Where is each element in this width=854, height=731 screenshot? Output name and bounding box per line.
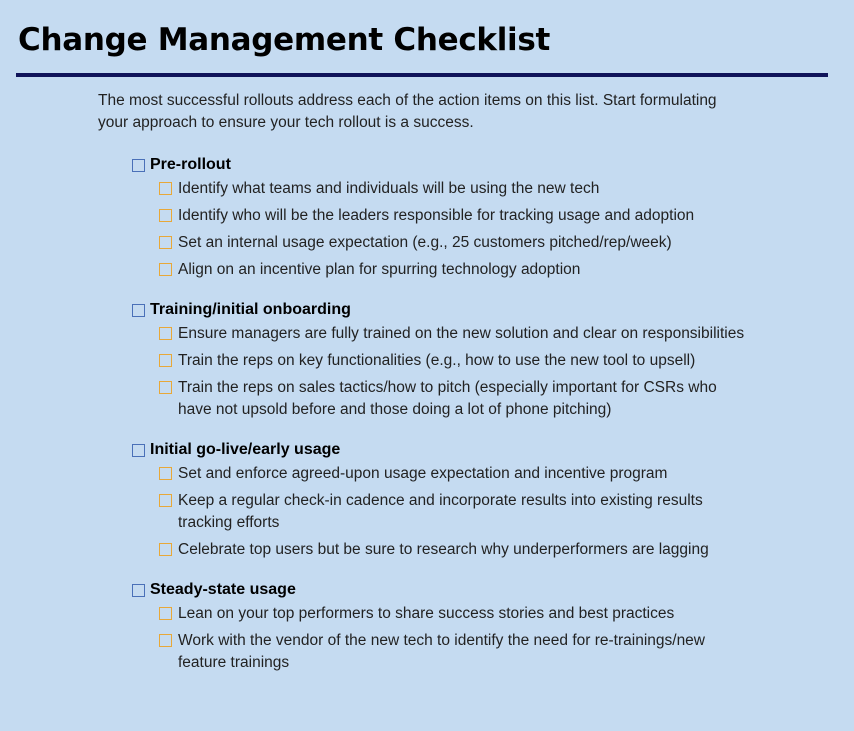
section-heading (132, 437, 812, 463)
item-checkbox[interactable] (159, 634, 172, 647)
title-divider (16, 73, 828, 77)
item-checkbox[interactable] (159, 354, 172, 367)
section-checkbox[interactable] (132, 444, 145, 457)
section-pre-rollout (132, 152, 812, 281)
item-checkbox[interactable] (159, 263, 172, 276)
item-label: Set and enforce agreed-upon usage expectation and incentive program (178, 465, 668, 482)
section-heading (132, 577, 812, 603)
section-heading-label: Steady-state usage (150, 581, 296, 598)
item-label: Identify what teams and individuals will be using the new tech (178, 180, 600, 197)
intro-paragraph: The most successful rollouts address each of the action items on this list. Start formulating your approach to ensure your tech rollout is a success. (98, 92, 717, 131)
checklist-item (159, 259, 812, 281)
item-checkbox[interactable] (159, 607, 172, 620)
checklist-item (159, 323, 812, 345)
checklist-items (132, 463, 812, 561)
item-label: Set an internal usage expectation (e.g., 25 customers pitched/rep/week) (178, 234, 672, 251)
checklist-item (159, 350, 812, 372)
checklist-item (159, 630, 812, 674)
checklist (132, 152, 812, 690)
item-label: Lean on your top performers to share success stories and best practices (178, 605, 675, 622)
item-label: Align on an incentive plan for spurring technology adoption (178, 261, 581, 278)
section-steady-state (132, 577, 812, 674)
section-checkbox[interactable] (132, 159, 145, 172)
checklist-items (132, 603, 812, 674)
checklist-items (132, 178, 812, 281)
item-label: Work with the vendor of the new tech to identify the need for re-trainings/new feature trainings (178, 632, 705, 671)
checklist-item (159, 490, 812, 534)
item-checkbox[interactable] (159, 494, 172, 507)
item-label: Train the reps on key functionalities (e.g., how to use the new tool to upsell) (178, 352, 696, 369)
checklist-item (159, 377, 812, 421)
section-training (132, 297, 812, 421)
section-heading (132, 297, 812, 323)
checklist-items (132, 323, 812, 421)
section-checkbox[interactable] (132, 304, 145, 317)
section-go-live (132, 437, 812, 561)
item-checkbox[interactable] (159, 381, 172, 394)
item-checkbox[interactable] (159, 209, 172, 222)
checklist-item (159, 539, 812, 561)
section-heading-label: Initial go-live/early usage (150, 441, 341, 458)
item-label: Train the reps on sales tactics/how to pitch (especially important for CSRs who have not upsold before and those doing a lot of phone pitching) (178, 379, 717, 418)
checklist-item (159, 603, 812, 625)
item-checkbox[interactable] (159, 327, 172, 340)
checklist-item (159, 463, 812, 485)
item-checkbox[interactable] (159, 467, 172, 480)
checklist-item (159, 205, 812, 227)
checklist-item (159, 178, 812, 200)
item-checkbox[interactable] (159, 182, 172, 195)
item-label: Ensure managers are fully trained on the new solution and clear on responsibilities (178, 325, 745, 342)
item-checkbox[interactable] (159, 543, 172, 556)
section-heading-label: Pre-rollout (150, 156, 231, 173)
checklist-item (159, 232, 812, 254)
item-label: Keep a regular check-in cadence and incorporate results into existing results tracking efforts (178, 492, 703, 531)
section-heading (132, 152, 812, 178)
item-checkbox[interactable] (159, 236, 172, 249)
page-title: Change Management Checklist (18, 22, 551, 58)
item-label: Identify who will be the leaders responsible for tracking usage and adoption (178, 207, 695, 224)
item-label: Celebrate top users but be sure to research why underperformers are lagging (178, 541, 709, 558)
section-checkbox[interactable] (132, 584, 145, 597)
section-heading-label: Training/initial onboarding (150, 301, 351, 318)
